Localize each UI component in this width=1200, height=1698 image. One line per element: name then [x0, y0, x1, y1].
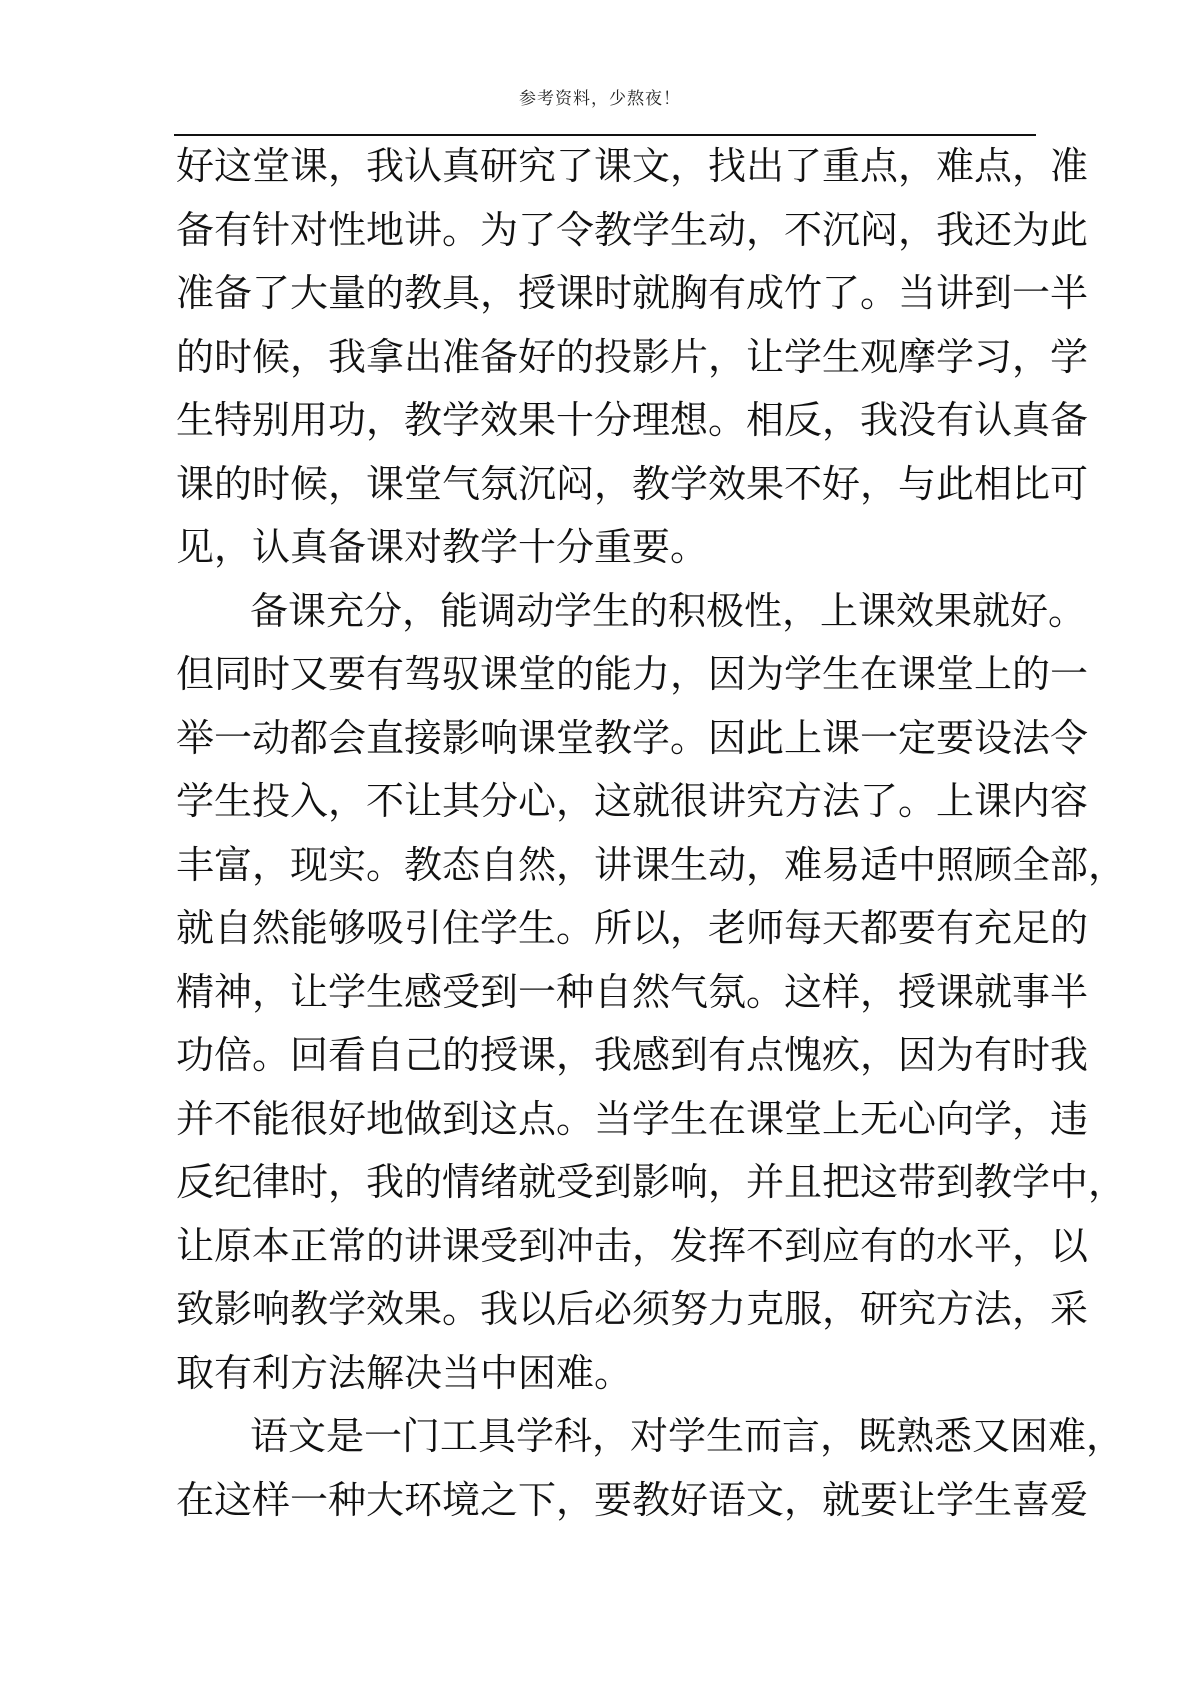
text-line: 备有针对性地讲。为了令教学生动，不沉闷，我还为此: [176, 207, 1089, 252]
text-line: 学生投入，不让其分心，这就很讲究方法了。上课内容: [176, 779, 1089, 823]
text-line: 致影响教学效果。我以后必须努力克服，研究方法，采: [176, 1287, 1089, 1331]
text-line: 就自然能够吸引住学生。所以，老师每天都要有充足的: [176, 906, 1089, 950]
text-line: 见，认真备课对教学十分重要。: [176, 525, 709, 569]
body-text: [176, 135, 1127, 1532]
page-header: 参考资料，少熬夜！: [519, 89, 681, 109]
text-line: 生特别用功，教学效果十分理想。相反，我没有认真备: [176, 398, 1089, 442]
text-line: 精神，让学生感受到一种自然气氛。这样，授课就事半: [176, 969, 1089, 1014]
text-line: 语文是一门工具学科，对学生而言，既熟悉又困难，: [250, 1414, 1125, 1458]
text-line: 取有利方法解决当中困难。: [176, 1350, 633, 1395]
text-line: 但同时又要有驾驭课堂的能力，因为学生在课堂上的一: [176, 652, 1089, 696]
text-line: 的时候，我拿出准备好的投影片，让学生观摩学习，学: [176, 334, 1089, 379]
text-line: 让原本正常的讲课受到冲击，发挥不到应有的水平，以: [176, 1223, 1089, 1268]
text-line: 丰富，现实。教态自然，讲课生动，难易适中照顾全部，: [176, 842, 1127, 887]
text-line: 反纪律时，我的情绪就受到影响，并且把这带到教学中，: [176, 1160, 1127, 1204]
text-line: 课的时候，课堂气氛沉闷，教学效果不好，与此相比可: [176, 461, 1089, 506]
text-line: 举一动都会直接影响课堂教学。因此上课一定要设法令: [176, 715, 1089, 760]
text-line: 准备了大量的教具，授课时就胸有成竹了。当讲到一半: [176, 271, 1089, 315]
text-line: 功倍。回看自己的授课，我感到有点愧疚，因为有时我: [176, 1033, 1089, 1077]
text-line: 并不能很好地做到这点。当学生在课堂上无心向学，违: [176, 1096, 1089, 1141]
text-line: 备课充分，能调动学生的积极性，上课效果就好。: [250, 588, 1087, 633]
text-line: 在这样一种大环境之下，要教好语文，就要让学生喜爱: [176, 1477, 1089, 1522]
text-line: 好这堂课，我认真研究了课文，找出了重点，难点，准: [176, 144, 1089, 188]
